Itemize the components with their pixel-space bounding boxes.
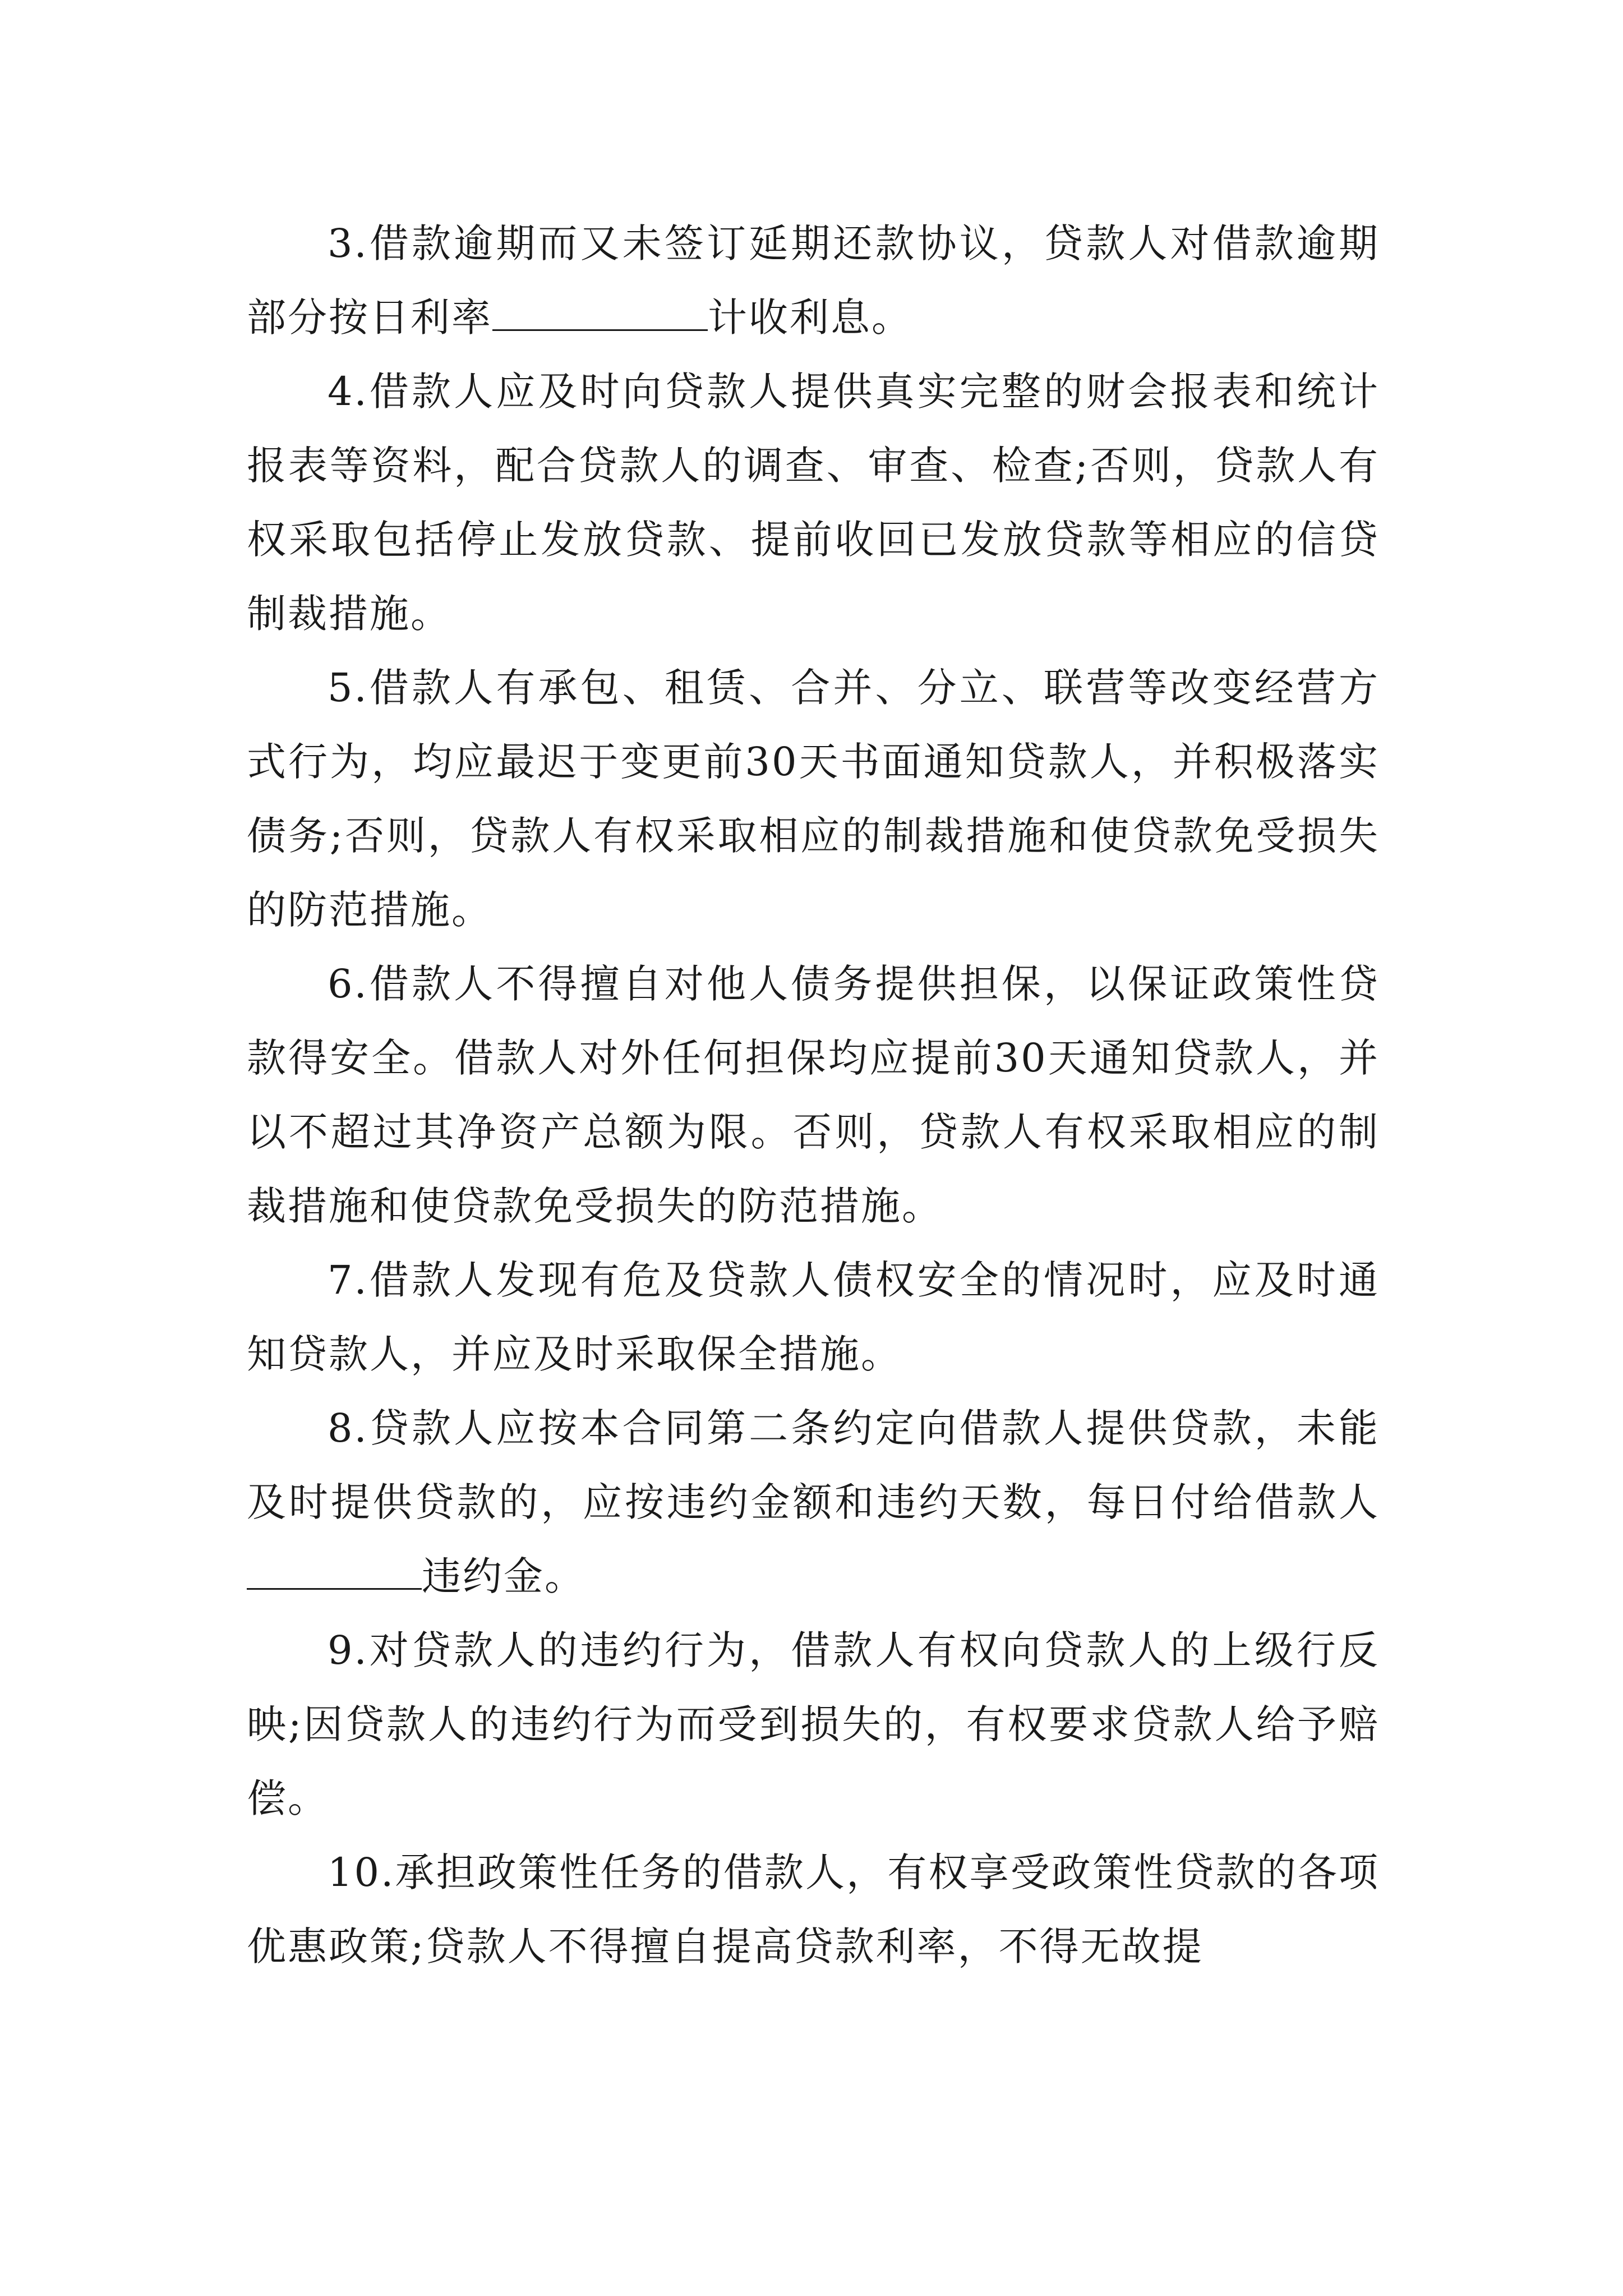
clause-8-text: 8.贷款人应按本合同第二条约定向借款人提供贷款，未能及时提供贷款的，应按违约金额和违约天数，每日付给借款人 [247,1405,1380,1525]
contract-body [247,206,1380,1984]
penalty-amount-blank [247,1551,422,1590]
clause-9: 9.对贷款人的违约行为，借款人有权向贷款人的上级行反映;因贷款人的违约行为而受到损失的，有权要求贷款人给予赔偿。 [247,1627,1380,1821]
clause-10: 10.承担政策性任务的借款人，有权享受政策性贷款的各项优惠政策;贷款人不得擅自提高贷款利率，不得无故提 [247,1849,1380,1970]
clause-8-text-end: 违约金。 [422,1553,585,1599]
clause-5: 5.借款人有承包、租赁、合并、分立、联营等改变经营方式行为，均应最迟于变更前30天书面通知贷款人，并积极落实债务;否则，贷款人有权采取相应的制裁措施和使贷款免受损失的防范措施。 [247,665,1380,933]
clause-3 [247,206,1380,355]
clause-7: 7.借款人发现有危及贷款人债权安全的情况时，应及时通知贷款人，并应及时采取保全措施。 [247,1257,1380,1377]
clause-4: 4.借款人应及时向贷款人提供真实完整的财会报表和统计报表等资料，配合贷款人的调查、审查、检查;否则，贷款人有权采取包括停止发放贷款、提前收回已发放贷款等相应的信贷制裁措施。 [247,369,1380,637]
clause-3-text: 3.借款逾期而又未签订延期还款协议，贷款人对借款逾期部分按日利率 [247,220,1380,341]
clause-6: 6.借款人不得擅自对他人债务提供担保，以保证政策性贷款得安全。借款人对外任何担保均应提前30天通知贷款人，并以不超过其净资产总额为限。否则，贷款人有权采取相应的制裁措施和使贷款免受损失的防范措施。 [247,961,1380,1229]
clause-3-text-end: 计收利息。 [708,295,912,341]
daily-interest-rate-blank [492,292,708,331]
clause-8 [247,1391,1380,1613]
